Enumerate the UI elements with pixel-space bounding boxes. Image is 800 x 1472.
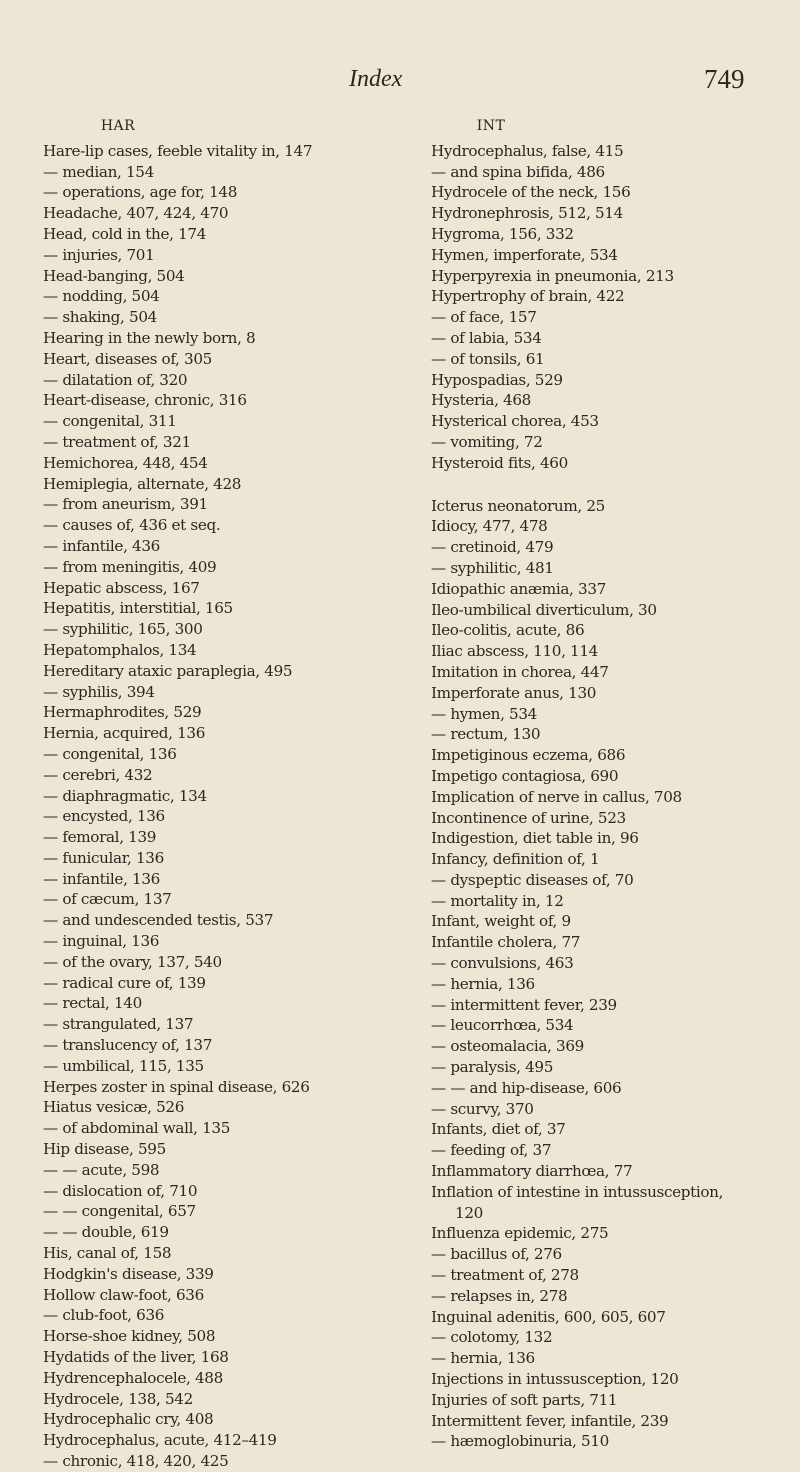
index-entry: — hymen, 534 xyxy=(431,704,537,723)
index-entry: — syphilitic, 481 xyxy=(431,558,554,577)
index-entry: 120 xyxy=(455,1203,483,1222)
index-entry: Injections in intussusception, 120 xyxy=(431,1370,679,1389)
index-entry: Heart-disease, chronic, 316 xyxy=(43,391,247,410)
index-entry: Injuries of soft parts, 711 xyxy=(431,1390,618,1409)
index-entry: Hemichorea, 448, 454 xyxy=(43,453,208,472)
index-entry: — club-foot, 636 xyxy=(43,1306,165,1325)
index-entry: — femoral, 139 xyxy=(43,828,157,847)
index-entry: Indigestion, diet table in, 96 xyxy=(431,829,639,848)
index-entry: Hermaphrodites, 529 xyxy=(43,703,202,722)
index-entry: — umbilical, 115, 135 xyxy=(43,1056,204,1075)
index-entry: Inguinal adenitis, 600, 605, 607 xyxy=(431,1307,666,1326)
index-entry: — hæmoglobinuria, 510 xyxy=(431,1432,609,1451)
index-entry: Idiocy, 477, 478 xyxy=(431,517,548,536)
entry-list-right-h xyxy=(431,141,796,474)
index-entry: Hypertrophy of brain, 422 xyxy=(431,287,625,306)
index-entry: — congenital, 136 xyxy=(43,744,177,763)
index-entry: — from aneurism, 391 xyxy=(43,495,208,514)
index-entry: Hollow claw-foot, 636 xyxy=(43,1285,204,1304)
index-entry: — — and hip-disease, 606 xyxy=(431,1078,622,1097)
index-entry: — of face, 157 xyxy=(431,308,537,327)
index-entry: — shaking, 504 xyxy=(43,308,157,327)
index-entry: — translucency of, 137 xyxy=(43,1036,213,1055)
index-entry: — leucorrhœa, 534 xyxy=(431,1016,574,1035)
index-entry: — intermittent fever, 239 xyxy=(431,995,617,1014)
index-entry: — scurvy, 370 xyxy=(431,1099,534,1118)
index-entry: Hydronephrosis, 512, 514 xyxy=(431,204,623,223)
index-entry: — convulsions, 463 xyxy=(431,954,574,973)
index-entry: — cretinoid, 479 xyxy=(431,538,554,557)
index-entry: — osteomalacia, 369 xyxy=(431,1037,584,1056)
index-entry: Heart, diseases of, 305 xyxy=(43,349,212,368)
index-entry: Hernia, acquired, 136 xyxy=(43,724,206,743)
index-entry: Implication of nerve in callus, 708 xyxy=(431,787,682,806)
index-entry: Hepatomphalos, 134 xyxy=(43,640,197,659)
index-entry: Hypospadias, 529 xyxy=(431,370,563,389)
index-entry: Hiatus vesicæ, 526 xyxy=(43,1098,185,1117)
index-entry: — from meningitis, 409 xyxy=(43,557,217,576)
index-entry: Hysterical chorea, 453 xyxy=(431,412,599,431)
index-entry: Infancy, definition of, 1 xyxy=(431,850,600,869)
index-entry: Imitation in chorea, 447 xyxy=(431,662,609,681)
index-entry: Hydrocephalic cry, 408 xyxy=(43,1410,214,1429)
index-entry: Hysteria, 468 xyxy=(431,391,531,410)
index-entry: Hereditary ataxic paraplegia, 495 xyxy=(43,661,293,680)
index-entry: — median, 154 xyxy=(43,162,154,181)
index-entry: — — acute, 598 xyxy=(43,1160,160,1179)
section-gap xyxy=(431,474,796,496)
index-entry: Intermittent fever, infantile, 239 xyxy=(431,1411,669,1430)
index-entry: Hare-lip cases, feeble vitality in, 147 xyxy=(43,141,313,160)
index-entry: Hemiplegia, alternate, 428 xyxy=(43,474,242,493)
index-entry: — syphilis, 394 xyxy=(43,682,155,701)
index-entry: — diaphragmatic, 134 xyxy=(43,786,207,805)
index-entry: — hernia, 136 xyxy=(431,974,535,993)
index-entry: — syphilitic, 165, 300 xyxy=(43,620,203,639)
index-entry: — treatment of, 321 xyxy=(43,432,191,451)
index-entry: — rectal, 140 xyxy=(43,994,142,1013)
index-entry: Hydatids of the liver, 168 xyxy=(43,1348,229,1367)
index-entry: Herpes zoster in spinal disease, 626 xyxy=(43,1077,310,1096)
index-entry: Hydrocephalus, acute, 412–419 xyxy=(43,1431,277,1450)
index-entry: Infantile cholera, 77 xyxy=(431,933,581,952)
index-entry: — feeding of, 37 xyxy=(431,1141,552,1160)
index-entry: Impetiginous eczema, 686 xyxy=(431,746,626,765)
index-entry: — vomiting, 72 xyxy=(431,432,543,451)
index-entry: Hip disease, 595 xyxy=(43,1140,166,1159)
entry-list-left xyxy=(43,141,373,1472)
index-entry: Hysteroid fits, 460 xyxy=(431,453,568,472)
index-entry: — causes of, 436 et seq. xyxy=(43,516,221,535)
index-entry: Ileo-umbilical diverticulum, 30 xyxy=(431,600,657,619)
index-entry: — radical cure of, 139 xyxy=(43,973,206,992)
index-entry: — and undescended testis, 537 xyxy=(43,911,274,930)
index-entry: — dyspeptic diseases of, 70 xyxy=(431,870,634,889)
index-entry: — strangulated, 137 xyxy=(43,1015,194,1034)
index-entry: Head-banging, 504 xyxy=(43,266,185,285)
index-entry: — nodding, 504 xyxy=(43,287,160,306)
index-entry: — encysted, 136 xyxy=(43,807,165,826)
running-title: Index xyxy=(349,66,403,92)
index-entry: Hygroma, 156, 332 xyxy=(431,224,574,243)
index-entry: Hearing in the newly born, 8 xyxy=(43,328,256,347)
index-entry: Iliac abscess, 110, 114 xyxy=(431,642,598,661)
index-entry: — paralysis, 495 xyxy=(431,1058,554,1077)
index-entry: — relapses in, 278 xyxy=(431,1286,568,1305)
index-entry: — funicular, 136 xyxy=(43,848,164,867)
index-entry: Infants, diet of, 37 xyxy=(431,1120,566,1139)
index-entry: Hodgkin's disease, 339 xyxy=(43,1264,214,1283)
page-header xyxy=(0,66,800,110)
index-entry: Hydrencephalocele, 488 xyxy=(43,1368,223,1387)
index-entry: Incontinence of urine, 523 xyxy=(431,808,626,827)
index-entry: — congenital, 311 xyxy=(43,412,177,431)
index-entry: Hydrocele of the neck, 156 xyxy=(431,183,631,202)
index-entry: Hepatic abscess, 167 xyxy=(43,578,200,597)
index-entry: — and spina bifida, 486 xyxy=(431,162,605,181)
index-entry: Imperforate anus, 130 xyxy=(431,683,597,702)
index-entry: — colotomy, 132 xyxy=(431,1328,553,1347)
entry-list-right-i xyxy=(431,496,796,1453)
index-entry: — dilatation of, 320 xyxy=(43,370,188,389)
index-entry: — infantile, 436 xyxy=(43,536,160,555)
index-entry: Impetigo contagiosa, 690 xyxy=(431,766,619,785)
index-entry: Head, cold in the, 174 xyxy=(43,224,207,243)
index-entry: Ileo-colitis, acute, 86 xyxy=(431,621,585,640)
index-entry: — of labia, 534 xyxy=(431,328,542,347)
index-entry: Idiopathic anæmia, 337 xyxy=(431,579,606,598)
catchword-right: INT xyxy=(476,118,506,134)
index-entry: — dislocation of, 710 xyxy=(43,1181,198,1200)
index-entry: — mortality in, 12 xyxy=(431,891,564,910)
index-entry: Hydrocephalus, false, 415 xyxy=(431,141,624,160)
index-entry: Horse-shoe kidney, 508 xyxy=(43,1327,216,1346)
index-entry: Hepatitis, interstitial, 165 xyxy=(43,599,233,618)
index-column-left xyxy=(43,116,373,1472)
index-column-right xyxy=(431,116,796,1452)
catchword-left: HAR xyxy=(100,118,136,134)
index-entry: — cerebri, 432 xyxy=(43,765,153,784)
index-entry: — rectum, 130 xyxy=(431,725,541,744)
index-entry: Hyperpyrexia in pneumonia, 213 xyxy=(431,266,674,285)
index-entry: His, canal of, 158 xyxy=(43,1244,172,1263)
index-entry: Inflammatory diarrhœa, 77 xyxy=(431,1162,633,1181)
index-entry: — infantile, 136 xyxy=(43,869,160,888)
page-number: 749 xyxy=(704,64,745,94)
index-entry: — treatment of, 278 xyxy=(431,1266,579,1285)
index-entry: — inguinal, 136 xyxy=(43,932,160,951)
index-entry: Icterus neonatorum, 25 xyxy=(431,496,605,515)
index-entry: — bacillus of, 276 xyxy=(431,1245,562,1264)
index-entry: — of cæcum, 137 xyxy=(43,890,172,909)
index-entry: — chronic, 418, 420, 425 xyxy=(43,1452,229,1470)
index-entry: Headache, 407, 424, 470 xyxy=(43,204,229,223)
index-entry: — of tonsils, 61 xyxy=(431,349,545,368)
index-entry: Influenza epidemic, 275 xyxy=(431,1224,609,1243)
index-entry: — — double, 619 xyxy=(43,1223,169,1242)
index-entry: — injuries, 701 xyxy=(43,245,155,264)
index-entry: Inflation of intestine in intussusception, xyxy=(431,1182,724,1201)
index-entry: — of the ovary, 137, 540 xyxy=(43,952,222,971)
index-entry: — of abdominal wall, 135 xyxy=(43,1119,231,1138)
index-entry: — hernia, 136 xyxy=(431,1349,535,1368)
index-entry: Infant, weight of, 9 xyxy=(431,912,571,931)
index-entry: — operations, age for, 148 xyxy=(43,183,238,202)
index-entry: — — congenital, 657 xyxy=(43,1202,196,1221)
index-entry: Hydrocele, 138, 542 xyxy=(43,1389,193,1408)
index-entry: Hymen, imperforate, 534 xyxy=(431,245,618,264)
